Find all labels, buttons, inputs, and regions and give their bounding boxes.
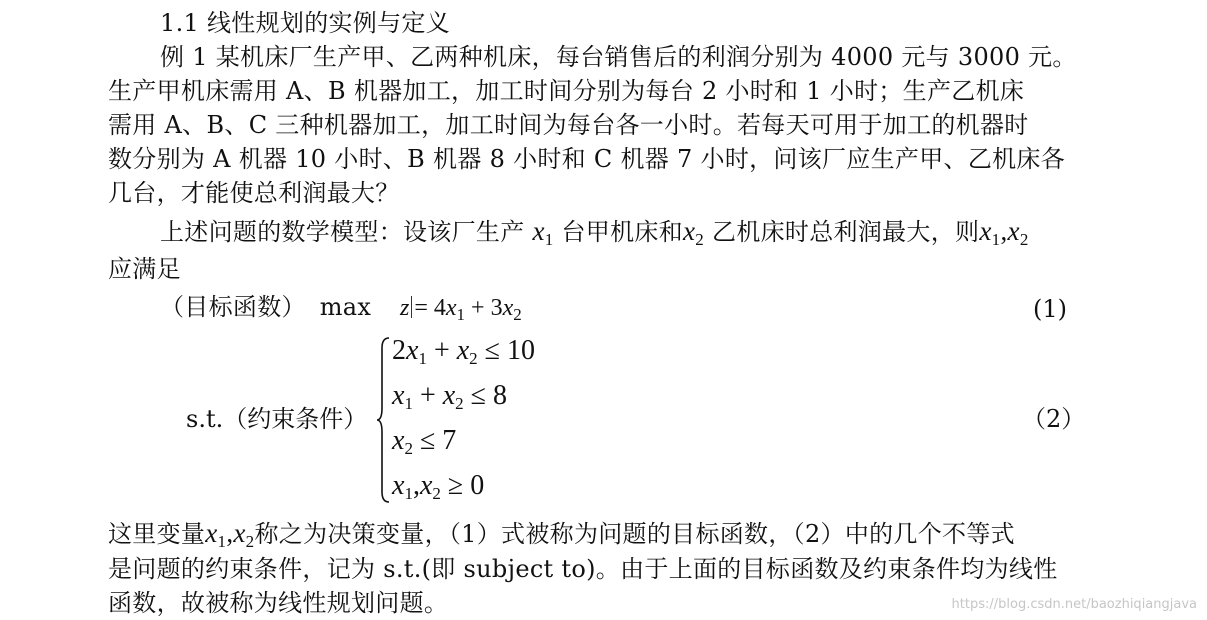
objective-row <box>160 290 1135 324</box>
objective-label: （目标函数） <box>160 293 306 321</box>
equation-number-2: （2） <box>1022 405 1086 433</box>
constraint-3: $x_2 \le 7$ <box>392 425 457 458</box>
st-label: s.t.（约束条件） <box>186 405 368 433</box>
section-title: 1.1 线性规划的实例与定义 <box>160 9 450 37</box>
constraint-2: $x_1 + x_2 \le 8$ <box>392 380 508 413</box>
equation-number-1: (1) <box>1033 295 1067 323</box>
example-line-5: 几台，才能使总利润最大？ <box>108 179 400 207</box>
objective-equation: $z = 4x_1 + 3x_2$ <box>400 295 522 324</box>
example-line-3: 需用 A、B、C 三种机器加工，加工时间为每台各一小时。若每天可用于加工的机器时 <box>108 111 1029 139</box>
watermark: https://blog.csdn.net/baozhiqiangjava <box>951 597 1197 612</box>
example-line-1: 例 1 某机床厂生产甲、乙两种机床，每台销售后的利润分别为 4000 元与 3000 元。 <box>160 43 1077 71</box>
example-line-4: 数分别为 A 机器 10 小时、B 机器 8 小时和 C 机器 7 小时，问该厂应生产甲、乙机床各 <box>108 145 1066 173</box>
objective-max: max <box>319 293 372 321</box>
constraint-brace <box>376 336 390 504</box>
example-line-2: 生产甲机床需用 A、B 机器加工，加工时间分别为每台 2 小时和 1 小时；生产乙机床 <box>108 77 1025 105</box>
constraint-4: $x_1,x_2 \ge 0$ <box>392 470 485 503</box>
explanation-line-3: 函数，故被称为线性规划问题。 <box>108 589 449 617</box>
model-intro-end: 应满足 <box>108 255 181 283</box>
explanation-line-1: 这里变量$x_1,x_2$称之为决策变量，（1）式被称为问题的目标函数，（2）中的几个不等式 <box>108 518 1015 551</box>
explanation-line-2: 是问题的约束条件，记为 s.t.(即 subject to)。由于上面的目标函数及约束条件均为线性 <box>108 555 1058 583</box>
model-intro: 上述问题的数学模型：设该厂生产 $x_1$ 台甲机床和$x_2$ 乙机床时总利润最大，则$x_1,x_2$ <box>160 216 1029 249</box>
constraint-1: $2x_1 + x_2 \le 10$ <box>392 335 536 368</box>
